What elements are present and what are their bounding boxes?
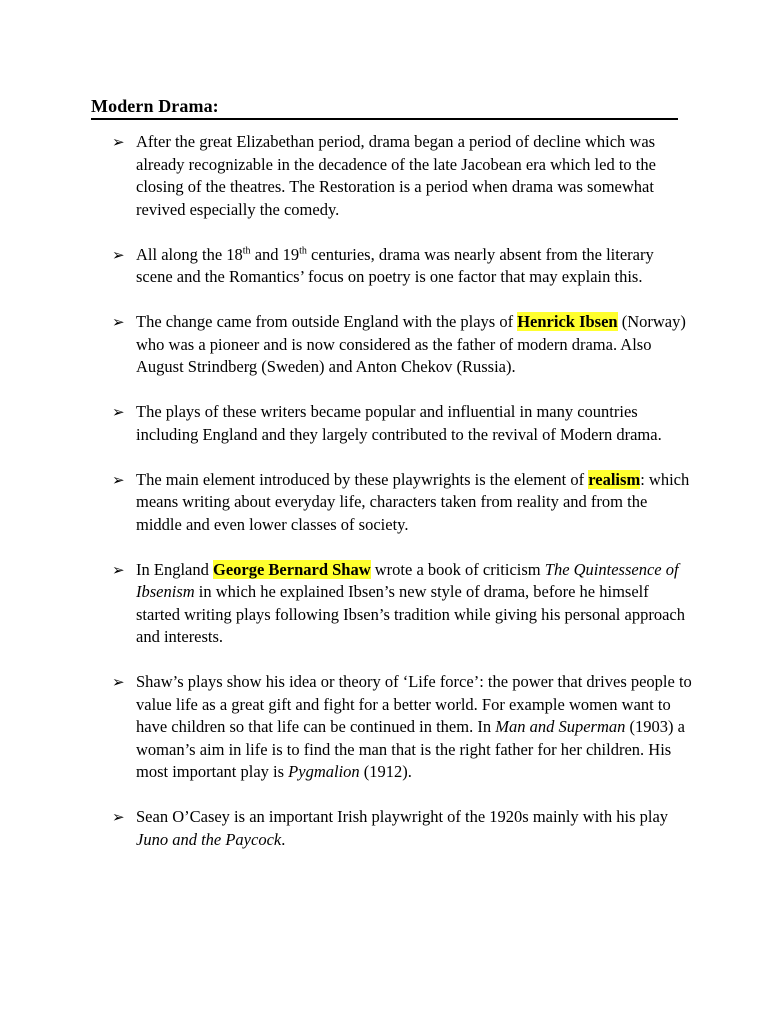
arrow-bullet-icon: ➢ [112, 808, 125, 826]
bullet-list [112, 131, 692, 874]
highlighted-name: George Bernard Shaw [212, 559, 371, 579]
item-text: . [281, 829, 286, 849]
item-text: The plays of these writers became popular and influential in many countries including England and they largely contributed to the revival of Modern drama. [136, 402, 662, 444]
item-text: (Norway) who was a pioneer and is now considered as the father of modern drama. Also August Strindberg (Sweden) and Anton Chekov (Russia). [136, 312, 686, 376]
arrow-bullet-icon: ➢ [112, 560, 125, 579]
item-text: wrote a book of criticism [370, 559, 545, 579]
list-item [112, 559, 692, 649]
item-text: In England [136, 559, 213, 579]
item-text: After the great Elizabethan period, drama began a period of decline which was already recognizable in the decadence of the late Jacobean era which led to the closing of the theatres. The Restoration is a period when drama was somewhat revived especially the comedy. [136, 132, 656, 219]
arrow-bullet-icon: ➢ [112, 673, 125, 691]
play-title: Pygmalion [288, 762, 360, 781]
list-item [112, 311, 692, 379]
item-text: : which means writing about everyday life, characters taken from reality and from the middle and even lower classes of society. [136, 469, 690, 534]
arrow-bullet-icon: ➢ [112, 245, 125, 264]
list-item [112, 131, 692, 221]
arrow-bullet-icon: ➢ [112, 403, 125, 421]
item-text: centuries, drama was nearly absent from the literary scene and the Romantics’ focus on poetry is one factor that may explain this. [136, 244, 654, 286]
arrow-bullet-icon: ➢ [112, 133, 125, 151]
list-item [112, 401, 692, 446]
play-title: Man and Superman [495, 717, 626, 736]
item-text: The change came from outside England with the plays of [136, 312, 518, 331]
item-text: (1912). [359, 762, 412, 781]
title-underline [91, 118, 678, 120]
list-item [112, 671, 692, 784]
item-text: All along the 18 [136, 244, 243, 264]
superscript: th [242, 245, 251, 256]
item-text: and 19 [250, 244, 300, 264]
list-item [112, 244, 692, 289]
item-text: Shaw’s plays show his idea or theory of ‘Life force’: the power that drives people to value life as a great gift and fight for a better world. For example women want to have children so that life can be continued in them. In [136, 672, 692, 736]
page-title: Modern Drama: [91, 96, 219, 116]
item-text: Sean O’Casey is an important Irish playwright of the 1920s mainly with his play [136, 807, 669, 826]
list-item [112, 469, 692, 537]
item-text: The main element introduced by these playwrights is the element of [136, 469, 589, 489]
highlighted-name: Henrick Ibsen [517, 312, 618, 331]
list-item [112, 806, 692, 851]
arrow-bullet-icon: ➢ [112, 313, 125, 331]
item-text: in which he explained Ibsen’s new style of drama, before he himself started writing plays following Ibsen’s tradition while giving his personal approach and interests. [136, 582, 685, 646]
play-title: Juno and the Paycock [136, 829, 282, 849]
arrow-bullet-icon: ➢ [112, 470, 125, 489]
superscript: th [299, 245, 307, 256]
highlighted-term: realism [588, 469, 641, 489]
item-text: (1903) a woman’s aim in life is to find the man that is the right father for her children. His most important play is [136, 717, 685, 781]
book-title: The Quintessence of Ibsenism [136, 559, 679, 601]
